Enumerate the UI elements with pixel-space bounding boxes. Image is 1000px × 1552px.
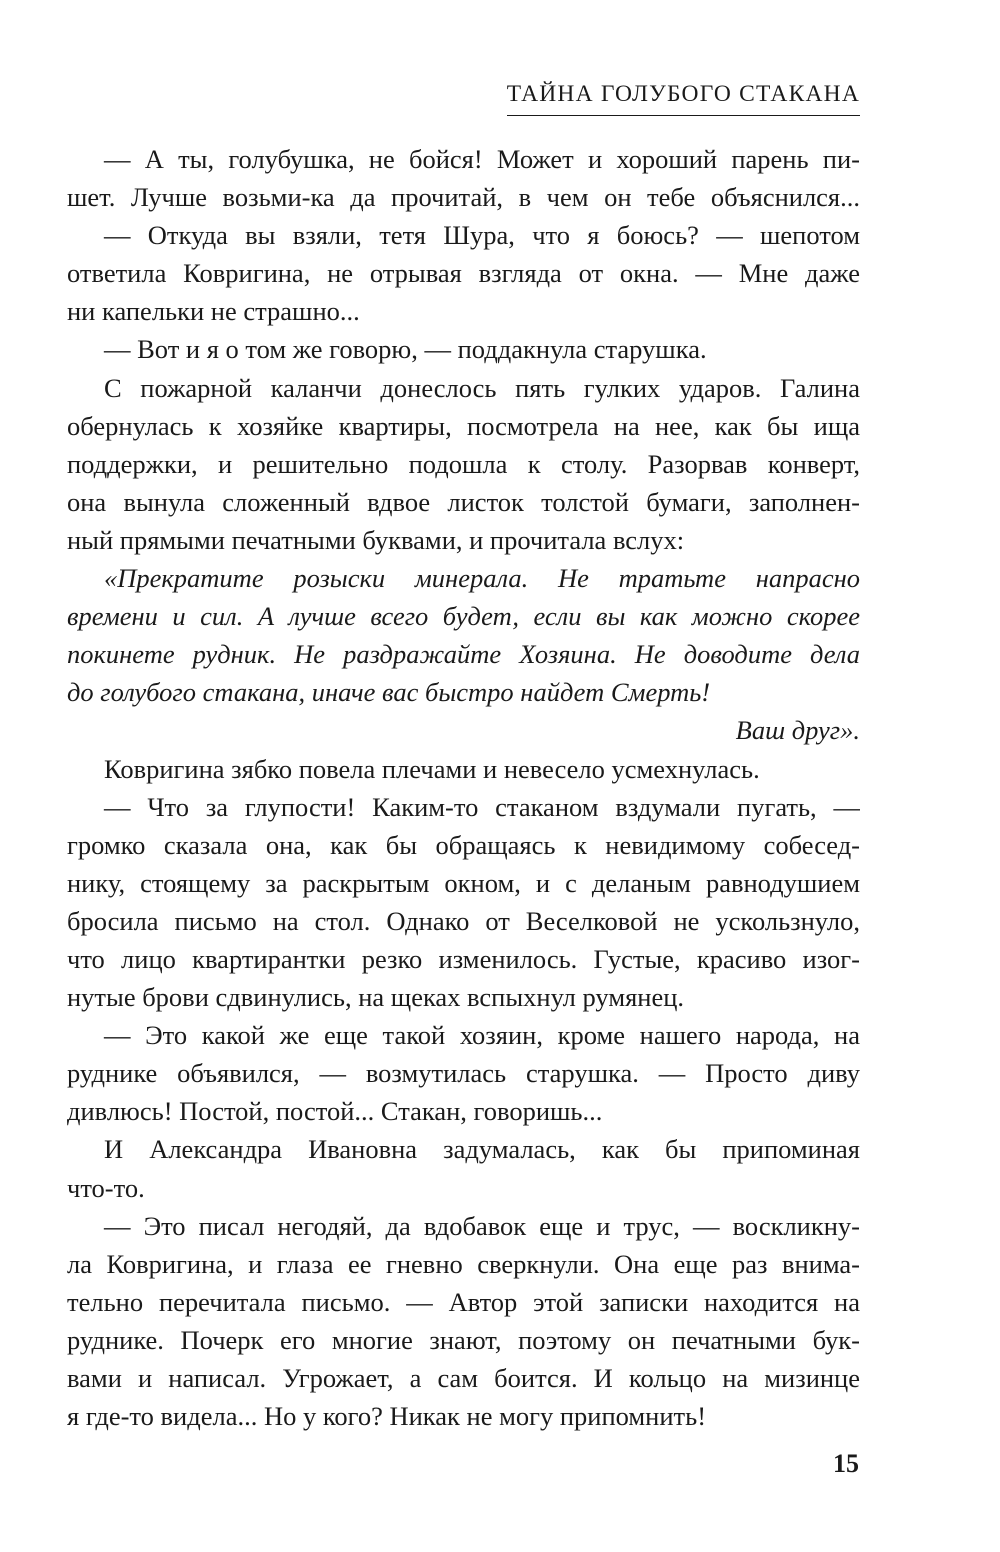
running-head: ТАЙНА ГОЛУБОГО СТАКАНА bbox=[507, 79, 860, 116]
text-line: ответила Ковригина, не отрывая взгляда от окна. — Мне даже bbox=[67, 258, 860, 289]
text-line: нику, стоящему за раскрытым окном, и с деланым равнодушием bbox=[67, 867, 860, 898]
text-line: что-то. bbox=[67, 1172, 145, 1203]
letter-line: «Прекратите розыски минерала. Не тратьте напрасно bbox=[104, 563, 860, 594]
text-line: дивлюсь! Постой, постой... Стакан, говоришь... bbox=[67, 1096, 603, 1127]
text-line: — А ты, голубушка, не бойся! Может и хороший парень пи- bbox=[104, 144, 860, 174]
letter-line: покинете рудник. Не раздражайте Хозяина. Не доводите дела bbox=[67, 639, 860, 670]
text-line: поддержки, и решительно подошла к столу. Разорвав конверт, bbox=[67, 448, 860, 479]
text-line: ный прямыми печатными буквами, и прочитала вслух: bbox=[67, 524, 685, 555]
text-line: я где-то видела... Но у кого? Никак не могу припомнить! bbox=[67, 1401, 707, 1432]
text-line: бросила письмо на стол. Однако от Веселковой не ускользнуло, bbox=[67, 905, 860, 936]
text-line: руднике. Почерк его многие знают, поэтому он печатными бук- bbox=[67, 1324, 860, 1355]
text-line: — Что за глупости! Каким-то стаканом вздумали пугать, — bbox=[104, 791, 860, 822]
text-line: — Откуда вы взяли, тетя Шура, что я боюсь? — шепотом bbox=[104, 220, 860, 251]
text-line: — Это какой же еще такой хозяин, кроме нашего народа, на bbox=[104, 1020, 860, 1051]
text-line: шет. Лучше возьми-ка да прочитай, в чем он тебе объяснился... bbox=[67, 182, 860, 213]
text-line: С пожарной каланчи донеслось пять гулких ударов. Галина bbox=[104, 372, 860, 403]
text-line: что лицо квартирантки резко изменилось. Густые, красиво изог- bbox=[67, 943, 860, 974]
body-text bbox=[67, 140, 860, 1435]
text-line: И Александра Ивановна задумалась, как бы припоминая bbox=[104, 1134, 860, 1165]
letter-line: времени и сил. А лучше всего будет, если вы как можно скорее bbox=[67, 601, 860, 632]
text-line: руднике объявился, — возмутилась старушка. — Просто диву bbox=[67, 1058, 860, 1089]
letter-line: до голубого стакана, иначе вас быстро найдет Смерть! bbox=[67, 677, 711, 708]
text-line: тельно перечитала письмо. — Автор этой записки находится на bbox=[67, 1286, 860, 1317]
text-line: вами и написал. Угрожает, а сам боится. И кольцо на мизинце bbox=[67, 1363, 860, 1393]
letter-signature: Ваш друг». bbox=[735, 715, 860, 746]
text-line: ла Ковригина, и глаза ее гневно сверкнули. Она еще раз внима- bbox=[67, 1248, 860, 1279]
page-number: 15 bbox=[833, 1449, 859, 1478]
text-line: она вынула сложенный вдвое листок толстой бумаги, заполнен- bbox=[67, 486, 860, 517]
text-line: громко сказала она, как бы обращаясь к невидимому собесед- bbox=[67, 829, 860, 860]
text-line: обернулась к хозяйке квартиры, посмотрела на нее, как бы ища bbox=[67, 410, 860, 441]
text-line: — Это писал негодяй, да вдобавок еще и трус, — воскликну- bbox=[104, 1210, 860, 1241]
text-line: Ковригина зябко повела плечами и невесело усмехнулась. bbox=[104, 753, 760, 784]
text-line: нутые брови сдвинулись, на щеках вспыхнул румянец. bbox=[67, 982, 685, 1013]
text-line: — Вот и я о том же говорю, — поддакнула старушка. bbox=[104, 334, 707, 365]
text-line: ни капельки не страшно... bbox=[67, 296, 360, 327]
